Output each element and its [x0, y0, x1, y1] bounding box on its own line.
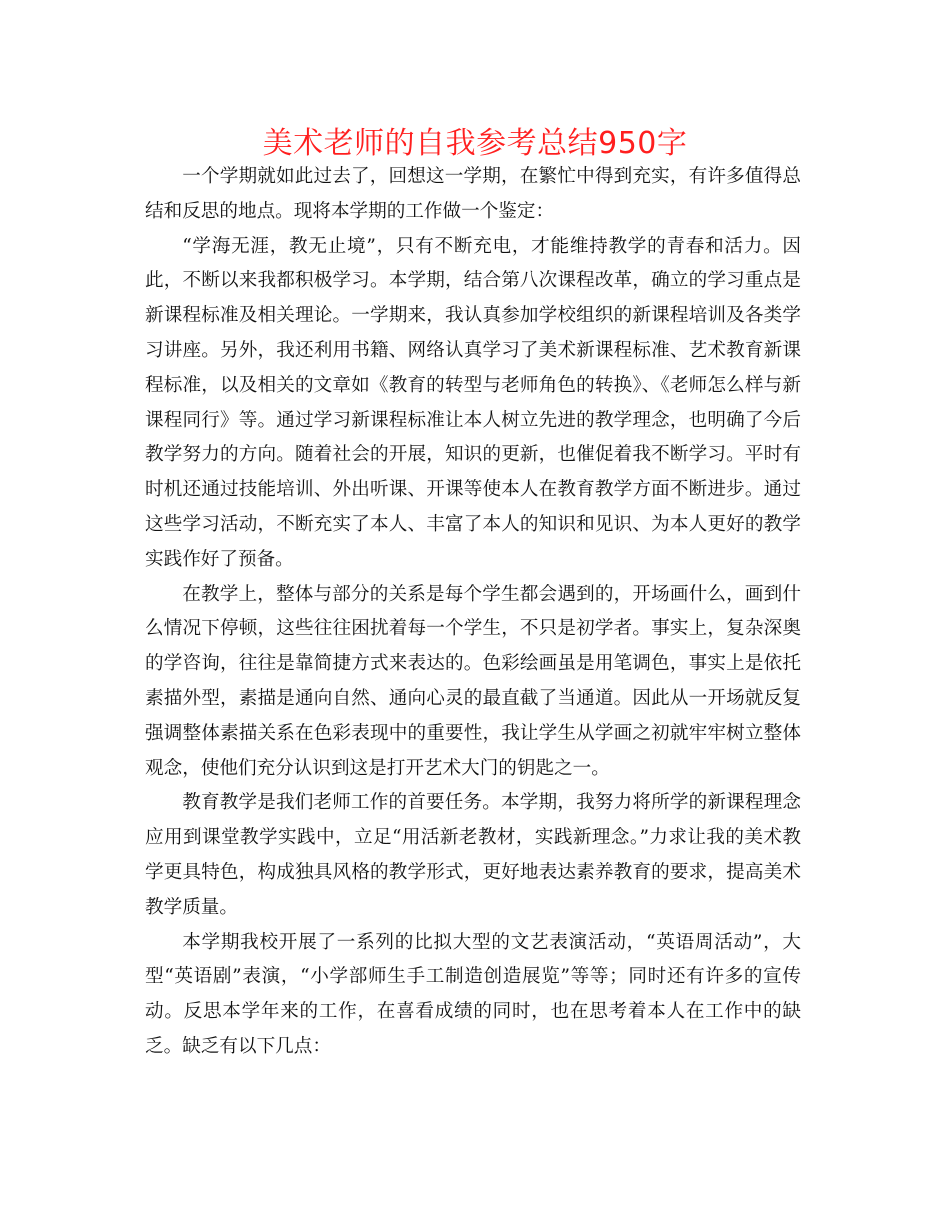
document-title: 美术老师的自我参考总结950字 [262, 126, 688, 161]
document-body [145, 160, 801, 1065]
paragraph-intro: 一个学期就如此过去了，回想这一学期，在繁忙中得到充实，有许多值得总结和反思的地点。现将本学期的工作做一个鉴定： [145, 166, 801, 222]
paragraph-practice: 教育教学是我们老师工作的首要任务。本学期，我努力将所学的新课程理念应用到课堂教学实践中，立足“用活新老教材，实践新理念。”力求让我的美术教学更具特色，构成独具风格的教学形式，更好地表达素养教育的要求，提高美术教学质量。 [145, 792, 801, 918]
paragraph-teaching: 在教学上，整体与部分的关系是每个学生都会遇到的，开场画什么，画到什么情况下停顿，这些往往困扰着每一个学生，不只是初学者。事实上，复杂深奥的学咨询，往往是靠简捷方式来表达的。色彩绘画虽是用笔调色，事实上是依托素描外型，素描是通向自然、通向心灵的最直截了当通道。因此从一开场就反复强调整体素描关系在色彩表现中的重要性，我让学生从学画之初就牢牢树立整体观念，使他们充分认识到这是打开艺术大门的钥匙之一。 [145, 583, 801, 779]
paragraph-activities: 本学期我校开展了一系列的比拟大型的文艺表演活动，“英语周活动”，大型“英语剧”表演，“小学部师生手工制造创造展览”等等；同时还有许多的宣传动。反思本学年来的工作，在喜看成绩的同时，也在思考着本人在工作中的缺乏。缺乏有以下几点： [145, 931, 801, 1057]
paragraph-learning: “学海无涯，教无止境”，只有不断充电，才能维持教学的青春和活力。因此，不断以来我都积极学习。本学期，结合第八次课程改革，确立的学习重点是新课程标准及相关理论。一学期来，我认真参加学校组织的新课程培训及各类学习讲座。另外，我还利用书籍、网络认真学习了美术新课程标准、艺术教育新课程标准，以及相关的文章如《教育的转型与老师角色的转换》、《老师怎么样与新课程同行》等。通过学习新课程标准让本人树立先进的教学理念，也明确了今后教学努力的方向。随着社会的开展，知识的更新，也催促着我不断学习。平时有时机还通过技能培训、外出听课、开课等使本人在教育教学方面不断进步。通过这些学习活动，不断充实了本人、丰富了本人的知识和见识、为本人更好的教学实践作好了预备。 [145, 235, 801, 570]
